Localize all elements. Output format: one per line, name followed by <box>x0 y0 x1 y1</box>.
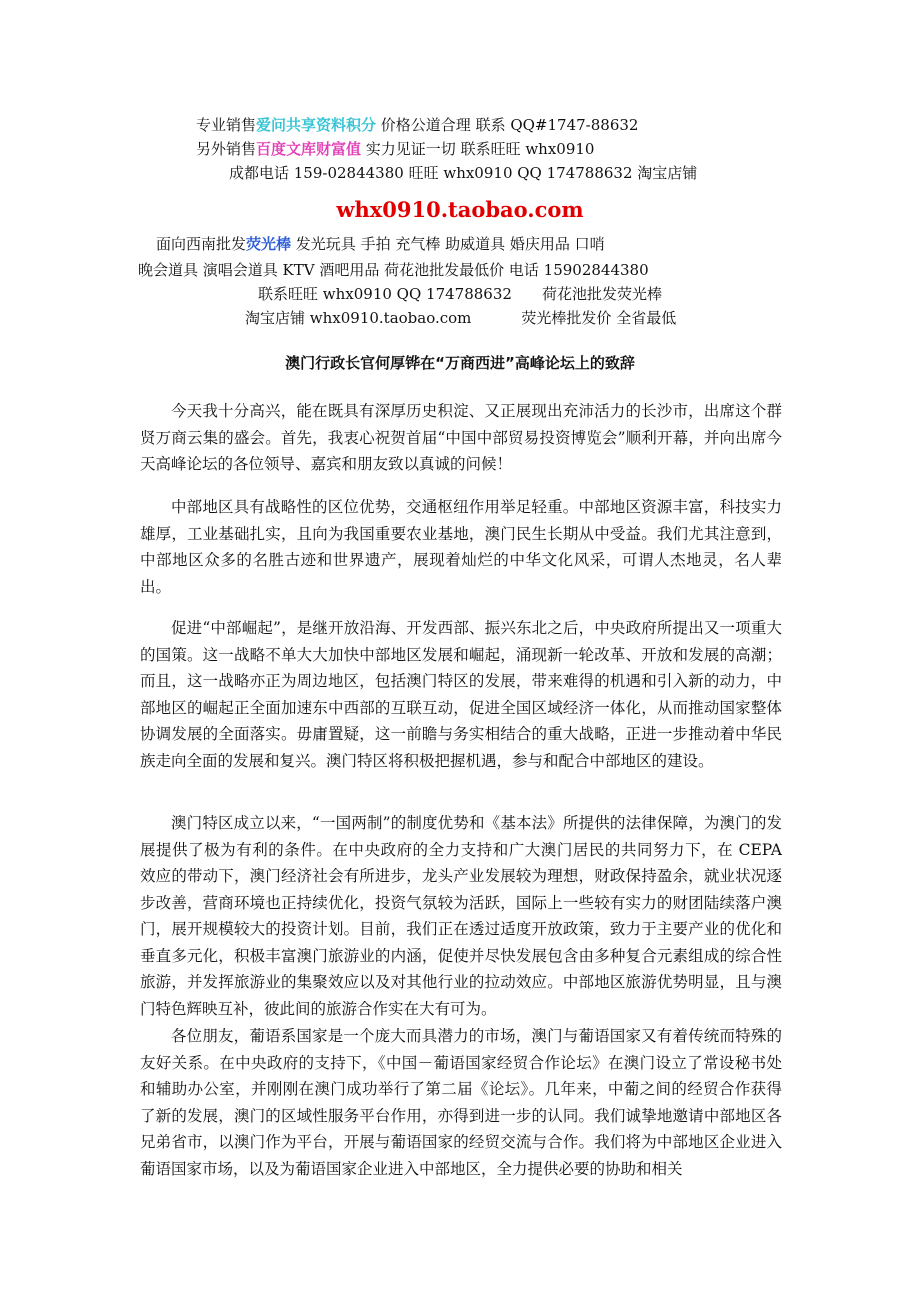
ad-line-1-suffix: 价格公道合理 联系 QQ#1747-88632 <box>376 116 639 134</box>
ad-line-5 <box>138 260 649 280</box>
ad-line-1-prefix: 专业销售 <box>196 116 257 134</box>
ad-line-1 <box>196 115 638 135</box>
ad-line-4 <box>156 234 605 254</box>
ad-line-7 <box>245 308 676 328</box>
paragraph-4: 澳门特区成立以来，“一国两制”的制度优势和《基本法》所提供的法律保障，为澳门的发展提供了极为有利的条件。在中央政府的全力支持和广大澳门居民的共同努力下，在 CEPA 效应的带动下，澳门经济社会有所进步，龙头产业发展较为理想，财政保持盈余，就业状况逐步改善，营商环境也正持续优化，投资气氛较为活跃，国际上一些较有实力的财团陆续落户澳门，展开规模较大的投资计划。目前，我们正在透过适度开放政策，致力于主要产业的优化和垂直多元化，积极丰富澳门旅游业的内涵，促使并尽快发展包含由多种复合元素组成的综合性旅游，并发挥旅游业的集聚效应以及对其他行业的拉动效应。中部地区旅游优势明显，且与澳门特色辉映互补，彼此间的旅游合作实在大有可为。 <box>140 814 782 1018</box>
ad-line-5-text: 晚会道具 演唱会道具 KTV 酒吧用品 荷花池批发最低价 电话 15902844380 <box>138 261 649 279</box>
paragraph-5: 各位朋友，葡语系国家是一个庞大而具潜力的市场，澳门与葡语国家又有着传统而特殊的友好关系。在中央政府的支持下，《中国－葡语国家经贸合作论坛》在澳门设立了常设秘书处和辅助办公室，并刚刚在澳门成功举行了第二届《论坛》。几年来，中葡之间的经贸合作获得了新的发展，澳门的区域性服务平台作用，亦得到进一步的认同。我们诚挚地邀请中部地区各兄弟省市，以澳门作为平台，开展与葡语国家的经贸交流与合作。我们将为中部地区企业进入葡语国家市场，以及为葡语国家企业进入中部地区，全力提供必要的协助和相关 <box>140 1027 782 1178</box>
paragraph-1: 今天我十分高兴，能在既具有深厚历史积淀、又正展现出充沛活力的长沙市，出席这个群贤万商云集的盛会。首先，我衷心祝贺首届“中国中部贸易投资博览会”顺利开幕，并向出席今天高峰论坛的各位领导、嘉宾和朋友致以真诚的问候！ <box>140 402 782 473</box>
ad-line-6 <box>258 284 662 304</box>
ad-highlight-points: 爱问共享资料积分 <box>256 116 377 134</box>
ad-highlight-wealth: 百度文库财富值 <box>256 140 362 158</box>
ad-line-7-price: 荧光棒批发价 全省最低 <box>521 309 677 327</box>
paragraph-2: 中部地区具有战略性的区位优势，交通枢纽作用举足轻重。中部地区资源丰富，科技实力雄厚，工业基础扎实，且向为我国重要农业基地，澳门民生长期从中受益。我们尤其注意到，中部地区众多的名胜古迹和世界遗产，展现着灿烂的中华文化风采，可谓人杰地灵，名人辈出。 <box>140 498 782 596</box>
paragraph-3: 促进“中部崛起”，是继开放沿海、开发西部、振兴东北之后，中央政府所提出又一项重大的国策。这一战略不单大大加快中部地区发展和崛起，涌现新一轮改革、开放和发展的高潮；而且，这一战略亦正为周边地区，包括澳门特区的发展，带来难得的机遇和引入新的动力，中部地区的崛起正全面加速东中西部的互联互动，促进全国区域经济一体化，从而推动国家整体协调发展的全面落实。毋庸置疑，这一前瞻与务实相结合的重大战略，正进一步推动着中华民族走向全面的发展和复兴。澳门特区将积极把握机遇，参与和配合中部地区的建设。 <box>140 619 782 770</box>
ad-line-3 <box>229 163 697 183</box>
ad-highlight-glowstick: 荧光棒 <box>246 235 292 253</box>
ad-line-2-suffix: 实力见证一切 联系旺旺 whx0910 <box>361 140 595 158</box>
ad-line-4-prefix: 面向西南批发 <box>156 235 247 253</box>
ad-line-6-wholesale: 荷花池批发荧光棒 <box>541 285 662 303</box>
ad-line-2-prefix: 另外销售 <box>196 140 257 158</box>
ad-line-7-shop: 淘宝店铺 whx0910.taobao.com <box>245 309 472 327</box>
ad-line-4-suffix: 发光玩具 手拍 充气棒 助威道具 婚庆用品 口哨 <box>291 235 605 253</box>
ad-line-2 <box>196 139 594 159</box>
ad-line-6-contact: 联系旺旺 whx0910 QQ 174788632 <box>258 285 512 303</box>
article-title: 澳门行政长官何厚铧在“万商西进”高峰论坛上的致辞 <box>285 354 635 372</box>
ad-line-3-text: 成都电话 159-02844380 旺旺 whx0910 QQ 174788632 淘宝店铺 <box>229 164 698 182</box>
shop-url[interactable]: whx0910.taobao.com <box>336 197 584 222</box>
